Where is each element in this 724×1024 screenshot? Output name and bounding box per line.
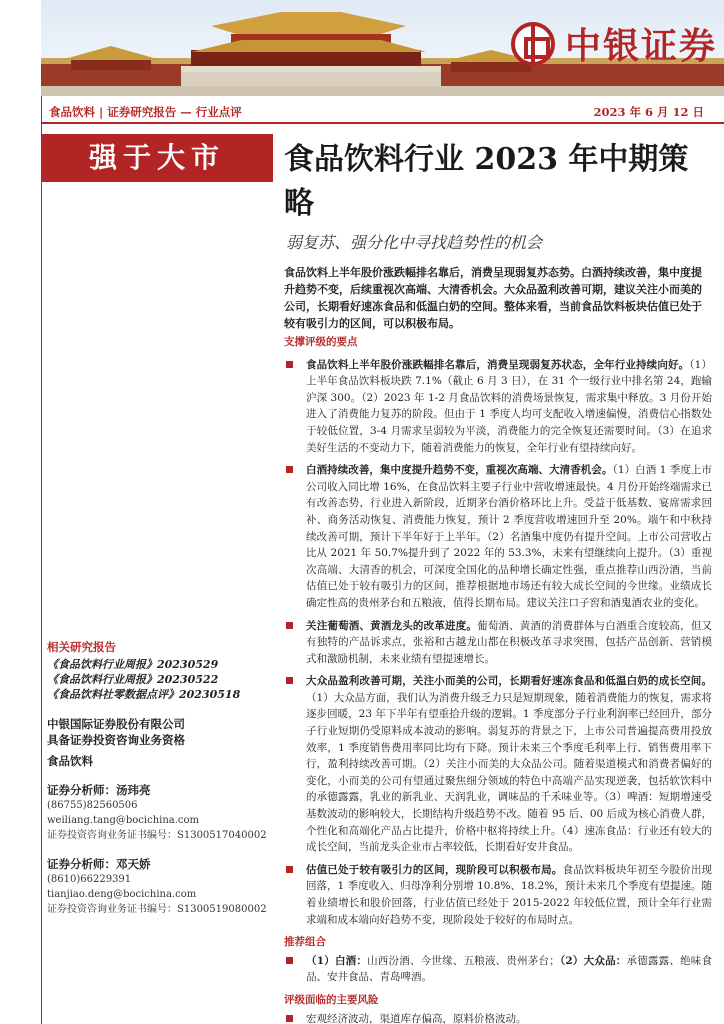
report-title: 食品饮料行业 2023 年中期策略 bbox=[284, 142, 689, 221]
key-point bbox=[284, 357, 712, 457]
support-heading: 支撑评级的要点 bbox=[284, 336, 358, 348]
report-body bbox=[284, 264, 712, 1024]
bullet-square-icon bbox=[286, 466, 293, 473]
breadcrumb: 食品饮料 | 证券研究报告 — 行业点评 bbox=[49, 105, 242, 119]
rating-badge: 强于大市 bbox=[41, 134, 273, 182]
related-report-item: 《食品饮料行业周报》20230529 bbox=[47, 658, 219, 671]
org-qualification: 具备证券投资咨询业务资格 bbox=[47, 733, 185, 747]
related-reports-heading: 相关研究报告 bbox=[47, 640, 116, 654]
report-header-bar bbox=[41, 100, 724, 124]
analyst-cert: 证券投资咨询业务证书编号：S1300517040002 bbox=[47, 830, 267, 841]
risk-item bbox=[284, 1011, 712, 1024]
key-point-lead: 大众品盈利改善可期，关注小而美的公司，长期看好速冻食品和低温白奶的成长空间。 bbox=[306, 675, 712, 688]
brand-name: 中银证券 bbox=[565, 26, 718, 67]
bullet-square-icon bbox=[286, 1015, 293, 1022]
report-date: 2023 年 6 月 12 日 bbox=[593, 105, 704, 119]
bullet-square-icon bbox=[286, 361, 293, 368]
bullet-square-icon bbox=[286, 677, 293, 684]
brand-logo bbox=[511, 18, 717, 69]
key-point bbox=[284, 462, 712, 611]
key-point-lead: 关注葡萄酒、黄酒龙头的改革进度。 bbox=[306, 619, 478, 632]
risk-text: 宏观经济波动，渠道库存偏高，原料价格波动。 bbox=[306, 1012, 527, 1024]
portfolio-heading: 推荐组合 bbox=[284, 936, 326, 949]
analyst-name: 证券分析师：邓天娇 bbox=[47, 857, 151, 871]
portfolio-text: 承德露露、绝味食品、安井食品、青岛啤酒。 bbox=[306, 954, 713, 984]
key-point bbox=[284, 618, 712, 668]
sector-label: 食品饮料 bbox=[47, 754, 93, 768]
analyst-phone: (86755)82560506 bbox=[47, 800, 138, 811]
header-banner bbox=[41, 0, 724, 96]
portfolio-lead: （2）大众品： bbox=[559, 954, 627, 967]
org-name: 中银国际证券股份有限公司 bbox=[47, 717, 185, 731]
bank-logo-icon bbox=[511, 22, 555, 66]
analyst-name: 证券分析师：汤玮亮 bbox=[47, 783, 151, 797]
key-point-text: （1）大众品方面，我们认为消费升级乏力只是短期现象，随着消费能力的恢复，需求将逐步回暖，23 年下半年有望重拾升级的逻辑。1 季度部分子行业利润率已经回升，部分子行业短期仍受原料成本波动的影响。弱复苏的背景之下，上市公司普遍提高费用投放效率，1 季度销售费用率同比均有下降。预计未来三个季度毛利率上行、销售费用率下行，盈利持续改善可期。（2）关注小而美的大众品公司。随着渠道模式和消费者偏好的变化，小而美的公司有望通过聚焦细分领域的特色中高端产品实现逆袭，包括软饮料中的承德露露，乳业的新乳业、天润乳业，调味品的千禾味业等。（3）啤酒：短期增速受基数波动的影响较大，长期结构升级趋势不改。随着 95 后、00 后成为核心消费人群，个性化和高端化产品占比提升，价格中枢将持续上升。（4）速冻食品：行业还有较大的成长空间，当前龙头企业市占率较低，长期看好安井食品。 bbox=[306, 691, 712, 854]
key-point bbox=[284, 862, 712, 928]
key-point-text: 葡萄酒、黄酒的消费群体与白酒重合度较高，但又有独特的产品诉求点，张裕和古越龙山都在积极改革寻求突围，包括产品创新、营销模式和激励机制，未来业绩有望提速增长。 bbox=[306, 619, 713, 665]
related-report-item: 《食品饮料行业周报》20230522 bbox=[47, 673, 219, 686]
portfolio-text: 山西汾酒、今世缘、五粮液、贵州茅台； bbox=[367, 954, 560, 967]
analyst-phone: (8610)66229391 bbox=[47, 874, 132, 885]
analyst-cert: 证券投资咨询业务证书编号：S1300519080002 bbox=[47, 904, 267, 915]
report-subtitle: 弱复苏、强分化中寻找趋势性的机会 bbox=[286, 233, 543, 252]
key-point bbox=[284, 673, 712, 856]
key-point-lead: 估值已处于较有吸引力的区间，现阶段可以积极布局。 bbox=[306, 863, 563, 876]
key-point-text: （1）白酒 1 季度上市公司收入同比增 16%，在食品饮料主要子行业中营收增速最快。4 月份开始终端需求已有改善态势，行业进入新阶段，近期茅台酒价格环比上升。受益于低基数、宴席需求回补、商务活动恢复、消费能力恢复，预计 2 季度营收增速回升至 20%。端午和中秋持续改善可期，预计下半年好于上半年。（2）名酒集中度仍有提升空间。上市公司营收占比从 2021 年 50.7%提升到了 2022 年的 53.3%，未来有望继续向上提升。（3）重视次高端、大清香的机会，可深度全国化的品种增长确定性强，重点推荐山西汾酒，当前估值已处于较有吸引力的区间，推荐根据地市场还有较大成长空间的今世缘。业绩成长确定性高的贵州茅台和五粮液，值得长期布局。建议关注口子窖和酒鬼酒农业的变化。 bbox=[306, 464, 712, 609]
key-point-text: （1）上半年食品饮料板块跌 7.1%（截止 6 月 3 日），在 31 个一级行业中排名第 24，跑输沪深 300。（2）2023 年 1-2 月食品饮料的消费场景恢复，需求集中释放。3 月份开始进入了消费能力复苏的阶段。但由于 1 季度人均可支配收入增速偏慢，消费信心指数处于较低位置，3-4 月需求呈弱较为平淡，消费能力的完全恢复还需要时间。（3）在追求美好生活的不变动力下，随着消费能力的恢复，全年行业有望持续向好。 bbox=[306, 358, 713, 454]
portfolio-item bbox=[284, 953, 712, 986]
related-report-item: 《食品饮料社零数据点评》20230518 bbox=[47, 688, 241, 701]
key-point-lead: 食品饮料上半年股价涨跌幅排名靠后，消费呈现弱复苏状态，全年行业持续向好。 bbox=[306, 358, 690, 371]
bullet-square-icon bbox=[286, 866, 293, 873]
analyst-email: tianjiao.deng@bocichina.com bbox=[47, 889, 197, 900]
sidebar-info bbox=[47, 640, 277, 917]
bullet-square-icon bbox=[286, 957, 293, 964]
analyst-email: weiliang.tang@bocichina.com bbox=[47, 815, 200, 826]
summary-paragraph: 食品饮料上半年股价涨跌幅排名靠后，消费呈现弱复苏态势。白酒持续改善，集中度提升趋势不变，后续重视次高端、大清香机会。大众品盈利改善可期，建议关注小而美的公司，长期看好速冻食品和低温白奶的空间。整体来看，当前食品饮料板块估值已处于较有吸引力的区间，可以积极布局。 bbox=[284, 266, 702, 330]
key-point-text: 食品饮料板块年初至今股价出现回落，1 季度收入、归母净利分别增 10.8%、18.2%，预计未来几个季度有望提速。随着业绩增长和股价回落，行业估值已经处于 2015-2022 年较低位置，预计全年行业需求端和成本端向好趋势不变，现阶段处于较好的布局时点。 bbox=[306, 863, 713, 926]
key-point-lead: 白酒持续改善，集中度提升趋势不变，重视次高端、大清香机会。 bbox=[306, 464, 613, 477]
risk-heading: 评级面临的主要风险 bbox=[284, 993, 379, 1006]
bullet-square-icon bbox=[286, 622, 293, 629]
portfolio-lead: （1）白酒： bbox=[306, 954, 368, 967]
